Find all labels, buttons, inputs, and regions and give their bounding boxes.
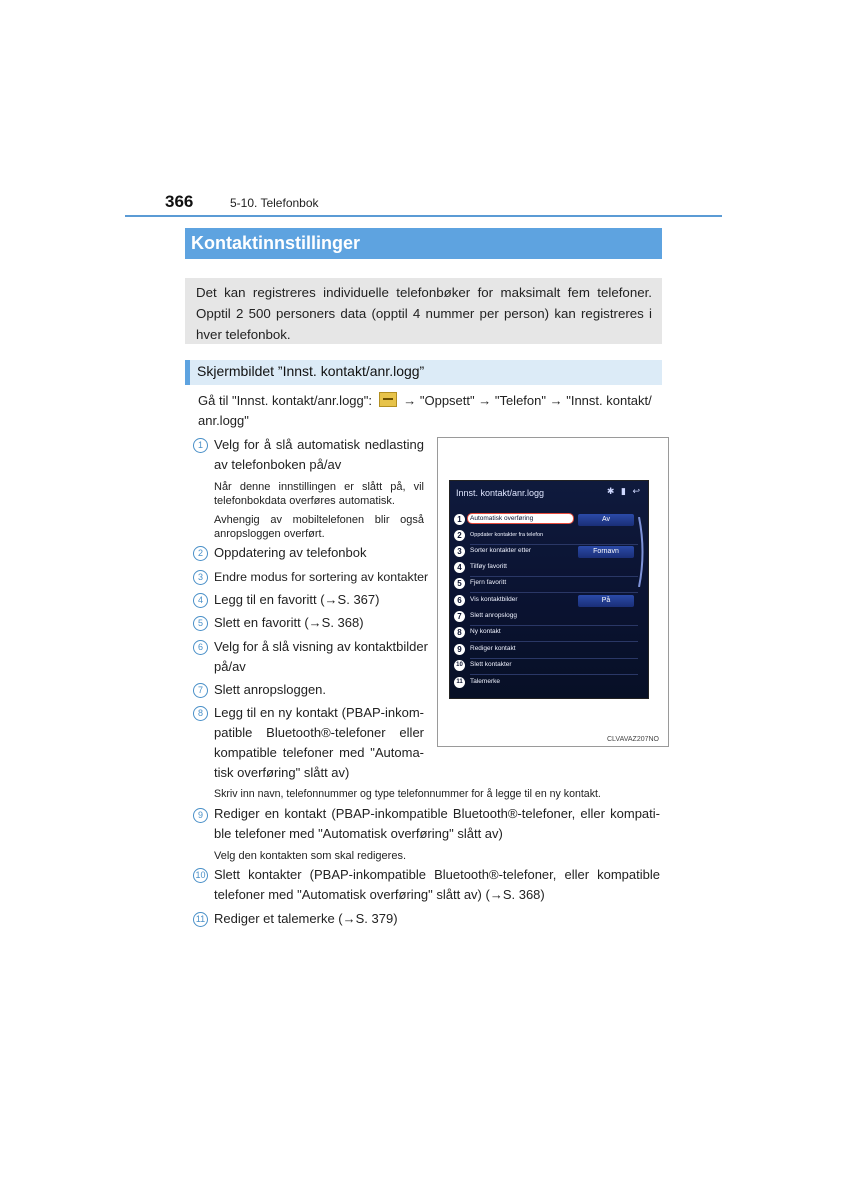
signal-icon: ▮ <box>620 486 628 496</box>
row-divider <box>470 674 638 675</box>
screen-row-value[interactable]: Av <box>578 514 634 526</box>
screen-row-number: 11 <box>454 677 465 688</box>
screen-row-label: Vis kontaktbilder <box>470 596 518 603</box>
item-text-2: Oppdatering av telefonbok <box>214 545 367 560</box>
header-rule <box>125 215 722 217</box>
item-text-9: Rediger en kontakt (PBAP-inkompatible Bluetooth®-telefoner, eller kompati-ble telefoner med "Automatisk overføring" slått av) <box>214 806 660 841</box>
screen-row-number: 7 <box>454 611 465 622</box>
screen-row-label: Rediger kontakt <box>470 645 516 652</box>
screen-row-label: Slett kontakter <box>470 661 512 668</box>
item-number-5: 5 <box>193 616 208 631</box>
screen-row-label: Automatisk overføring <box>470 515 534 522</box>
back-icon[interactable]: ↩ <box>632 486 642 496</box>
screen-row-3[interactable] <box>450 545 649 561</box>
row-divider <box>470 592 638 593</box>
screen-row-number: 5 <box>454 578 465 589</box>
screen-row-label: Ny kontakt <box>470 628 501 635</box>
screen-row-number: 2 <box>454 530 465 541</box>
screen-row-number: 6 <box>454 595 465 606</box>
screen-row-label: Fjern favoritt <box>470 579 507 586</box>
screen-row-value[interactable]: Fornavn <box>578 546 634 558</box>
screen-row-label: Sorter kontakter etter <box>470 547 532 554</box>
screen-row-1[interactable] <box>450 513 649 529</box>
screen-row-number: 3 <box>454 546 465 557</box>
screen-row-2[interactable] <box>450 529 649 545</box>
screen-row-4[interactable] <box>450 561 649 577</box>
intro-box: Det kan registreres individuelle telefonbøker for maksimalt fem telefoner. Opptil 2 500 personers data (opptil 4 nummer per person) kan registreres i hver telefonbok. <box>185 278 662 344</box>
item-number-1: 1 <box>193 438 208 453</box>
menu-button-icon <box>379 392 397 407</box>
screen-row-label: Tilføy favoritt <box>470 563 507 570</box>
item-number-11: 11 <box>193 912 208 927</box>
screen-row-9[interactable] <box>450 643 649 659</box>
page-title: Kontaktinnstillinger <box>185 228 662 259</box>
screen-row-number: 4 <box>454 562 465 573</box>
item-number-10: 10 <box>193 868 208 883</box>
section-label: 5-10. Telefonbok <box>230 196 319 210</box>
item-text-6: Velg for å slå visning av kontaktbilder på/av <box>214 639 428 674</box>
item-text-7: Slett anropsloggen. <box>214 682 327 697</box>
note-item1-b: Avhengig av mobiltelefonen blir også anropsloggen overført. <box>214 514 424 540</box>
screen-row-number: 10 <box>454 660 465 671</box>
screen-row-10[interactable] <box>450 659 649 675</box>
screen-row-7[interactable] <box>450 610 649 626</box>
figure-code: CLVAVAZ207NO <box>607 736 660 743</box>
item-text-4: Legg til en favoritt (→S. 367) <box>214 592 380 607</box>
nav-suffix: → "Oppsett" → "Telefon" → "Innst. kontakt/ anr.logg" <box>198 393 652 428</box>
screen-row-label: Talemerke <box>470 678 500 685</box>
note-item1-a: Når denne innstillingen er slått på, vil telefonbokdata overføres automatisk. <box>214 481 424 507</box>
subheading-stripe <box>185 360 190 385</box>
item-number-2: 2 <box>193 546 208 561</box>
screen-row-label: Slett anropslogg <box>470 612 517 619</box>
item-text-10: Slett kontakter (PBAP-inkompatible Bluetooth®-telefoner, eller kompatible telefoner med "Automatisk overføring" slått av) (→S. 368) <box>214 867 660 902</box>
item-text-11: Rediger et talemerke (→S. 379) <box>214 911 398 926</box>
note-item8: Skriv inn navn, telefonnummer og type telefonnummer for å legge til en ny kontakt. <box>214 788 601 800</box>
screen-title: Innst. kontakt/anr.logg <box>456 488 545 498</box>
screen-row-8[interactable] <box>450 626 649 642</box>
item-text-3: Endre modus for sortering av kontakter <box>214 570 429 584</box>
item-number-7: 7 <box>193 683 208 698</box>
screen-row-6[interactable] <box>450 594 649 610</box>
display-screen <box>449 480 649 699</box>
item-number-8: 8 <box>193 706 208 721</box>
screen-row-5[interactable] <box>450 577 649 593</box>
subheading <box>185 360 662 385</box>
nav-prefix: Gå til "Innst. kontakt/anr.logg": <box>198 393 372 408</box>
row-divider <box>470 641 638 642</box>
item-text-1: Velg for å slå automatisk nedlasting av telefonboken på/av <box>214 437 424 472</box>
item-number-9: 9 <box>193 808 208 823</box>
nav-instruction <box>198 391 660 431</box>
note-item9: Velg den kontakten som skal redigeres. <box>214 850 407 862</box>
screen-row-value[interactable]: På <box>578 595 634 607</box>
item-number-4: 4 <box>193 593 208 608</box>
bluetooth-icon: ✱ <box>606 486 617 496</box>
screen-status-icons <box>607 486 642 497</box>
screen-row-number: 8 <box>454 627 465 638</box>
item-text-5: Slett en favoritt (→S. 368) <box>214 615 364 630</box>
item-number-6: 6 <box>193 640 208 655</box>
subheading-text: Skjermbildet ”Innst. kontakt/anr.logg” <box>197 363 425 379</box>
item-text-8: Legg til en ny kontakt (PBAP-inkom-patible Bluetooth®-telefoner eller kompatible telefoner med "Automa-tisk overføring" slått av) <box>214 705 424 780</box>
screen-row-label: Oppdater kontakter fra telefon <box>470 532 544 538</box>
item-number-3: 3 <box>193 570 208 585</box>
screen-row-number: 9 <box>454 644 465 655</box>
screen-row-number: 1 <box>454 514 465 525</box>
page-number: 366 <box>165 192 194 211</box>
screen-row-11[interactable] <box>450 676 649 692</box>
